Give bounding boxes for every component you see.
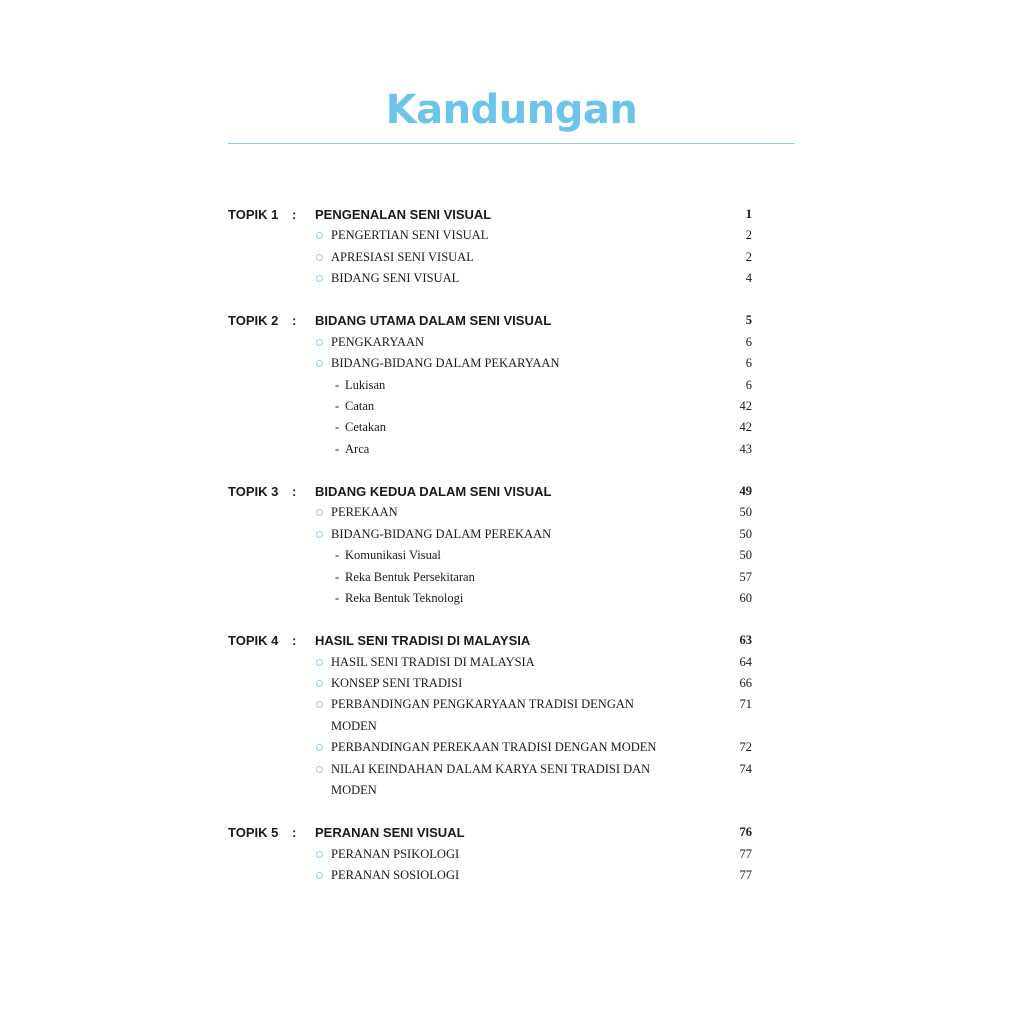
topic-2-item-5: Cetakan (345, 420, 386, 435)
topic-2-item-4: Catan (345, 399, 375, 413)
topic-3-item-2: BIDANG-BIDANG DALAM PEREKAAN (331, 526, 552, 541)
topic-label-2: TOPIK 2 (228, 313, 279, 329)
topic-3-item-4: Reka Bentuk Persekitaran (345, 569, 475, 584)
circle-bullet-icon (316, 766, 323, 773)
topic-label-1: TOPIK 1 (228, 207, 279, 222)
circle-bullet-icon (316, 680, 323, 687)
topic-3-item-4-page: 57 (739, 569, 752, 584)
circle-bullet-icon (316, 701, 323, 708)
topic-4-item-3-page: 71 (739, 697, 752, 712)
circle-bullet-icon (316, 254, 323, 261)
circle-bullet-icon (316, 744, 323, 751)
topic-2-item-4-page: 42 (739, 399, 752, 413)
topic-2-item-6: Arca (345, 441, 370, 456)
topic-2-item-1-page: 6 (745, 334, 752, 349)
topic-4-item-2: KONSEP SENI TRADISI (331, 676, 463, 690)
topic-separator: : (292, 825, 297, 841)
topic-2-item-6-page: 43 (739, 441, 752, 456)
circle-bullet-icon (316, 531, 323, 538)
dash-marker: - (335, 399, 340, 413)
topic-separator: : (292, 313, 297, 329)
dash-marker: - (335, 441, 340, 456)
topic-1-item-1: PENGERTIAN SENI VISUAL (331, 228, 489, 243)
topic-1-item-3: BIDANG SENI VISUAL (331, 271, 460, 286)
topic-3-item-5-page: 60 (739, 591, 752, 605)
topic-4-item-2-page: 66 (739, 676, 752, 690)
topic-3-item-3-page: 50 (739, 548, 752, 563)
page-title: Kandungan (385, 87, 638, 133)
circle-bullet-icon (316, 851, 323, 858)
circle-bullet-icon (316, 872, 323, 879)
topic-1-item-2-page: 2 (745, 249, 752, 264)
topic-heading-3: BIDANG KEDUA DALAM SENI VISUAL (315, 484, 552, 499)
topic-1-item-3-page: 4 (745, 271, 752, 286)
topic-heading-2: BIDANG UTAMA DALAM SENI VISUAL (315, 313, 552, 329)
dash-marker: - (335, 548, 340, 563)
circle-bullet-icon (316, 360, 323, 367)
topic-5-item-2-page: 77 (739, 868, 752, 882)
topic-4-item-3: PERBANDINGAN PENGKARYAAN TRADISI DENGAN (331, 697, 634, 712)
topic-4-item-4: PERBANDINGAN PEREKAAN TRADISI DENGAN MODEN (331, 740, 657, 755)
topic-5-item-1-page: 77 (739, 846, 752, 861)
dash-marker: - (335, 377, 340, 392)
topic-label-5: TOPIK 5 (228, 825, 279, 841)
topic-4-item-1-page: 64 (739, 654, 752, 669)
circle-bullet-icon (316, 509, 323, 516)
topic-heading-1: PENGENALAN SENI VISUAL (315, 207, 492, 222)
topic-separator: : (292, 633, 297, 649)
dash-marker: - (335, 420, 340, 435)
topic-4-item-1: HASIL SENI TRADISI DI MALAYSIA (331, 654, 535, 669)
topic-page-3: 49 (739, 484, 752, 498)
topic-1-item-2: APRESIASI SENI VISUAL (331, 249, 474, 264)
topic-3-item-5: Reka Bentuk Teknologi (345, 591, 464, 605)
topic-5-item-2: PERANAN SOSIOLOGI (331, 868, 460, 882)
circle-bullet-icon (316, 659, 323, 666)
topic-4-item-4-page: 72 (739, 740, 752, 755)
topic-2-item-3: Lukisan (345, 377, 386, 392)
topic-4-item-5-cont: MODEN (331, 783, 377, 797)
topic-1-item-1-page: 2 (745, 228, 752, 243)
topic-4-item-3-cont: MODEN (331, 718, 377, 733)
topic-heading-4: HASIL SENI TRADISI DI MALAYSIA (315, 633, 531, 649)
circle-bullet-icon (316, 275, 323, 282)
topic-4-item-5: NILAI KEINDAHAN DALAM KARYA SENI TRADISI DAN (331, 761, 651, 776)
topic-page-5: 76 (739, 825, 752, 840)
topic-page-1: 1 (745, 207, 752, 221)
dash-marker: - (335, 569, 340, 584)
topic-separator: : (292, 207, 297, 222)
topic-label-4: TOPIK 4 (228, 633, 279, 649)
topic-label-3: TOPIK 3 (228, 484, 279, 499)
topic-2-item-3-page: 6 (745, 377, 752, 392)
topic-page-4: 63 (739, 633, 752, 648)
circle-bullet-icon (316, 339, 323, 346)
topic-2-item-2: BIDANG-BIDANG DALAM PEKARYAAN (331, 356, 560, 371)
circle-bullet-icon (316, 232, 323, 239)
topic-5-item-1: PERANAN PSIKOLOGI (331, 846, 460, 861)
topic-separator: : (292, 484, 297, 499)
topic-2-item-1: PENGKARYAAN (331, 334, 425, 349)
topic-2-item-2-page: 6 (745, 356, 752, 371)
topic-4-item-5-page: 74 (739, 761, 752, 776)
topic-page-2: 5 (745, 313, 752, 328)
topic-3-item-2-page: 50 (739, 526, 752, 541)
topic-3-item-1-page: 50 (739, 505, 752, 520)
topic-3-item-3: Komunikasi Visual (345, 548, 441, 563)
topic-2-item-5-page: 42 (739, 420, 752, 435)
topic-3-item-1: PEREKAAN (331, 505, 398, 520)
topic-heading-5: PERANAN SENI VISUAL (315, 825, 465, 841)
dash-marker: - (335, 591, 340, 605)
